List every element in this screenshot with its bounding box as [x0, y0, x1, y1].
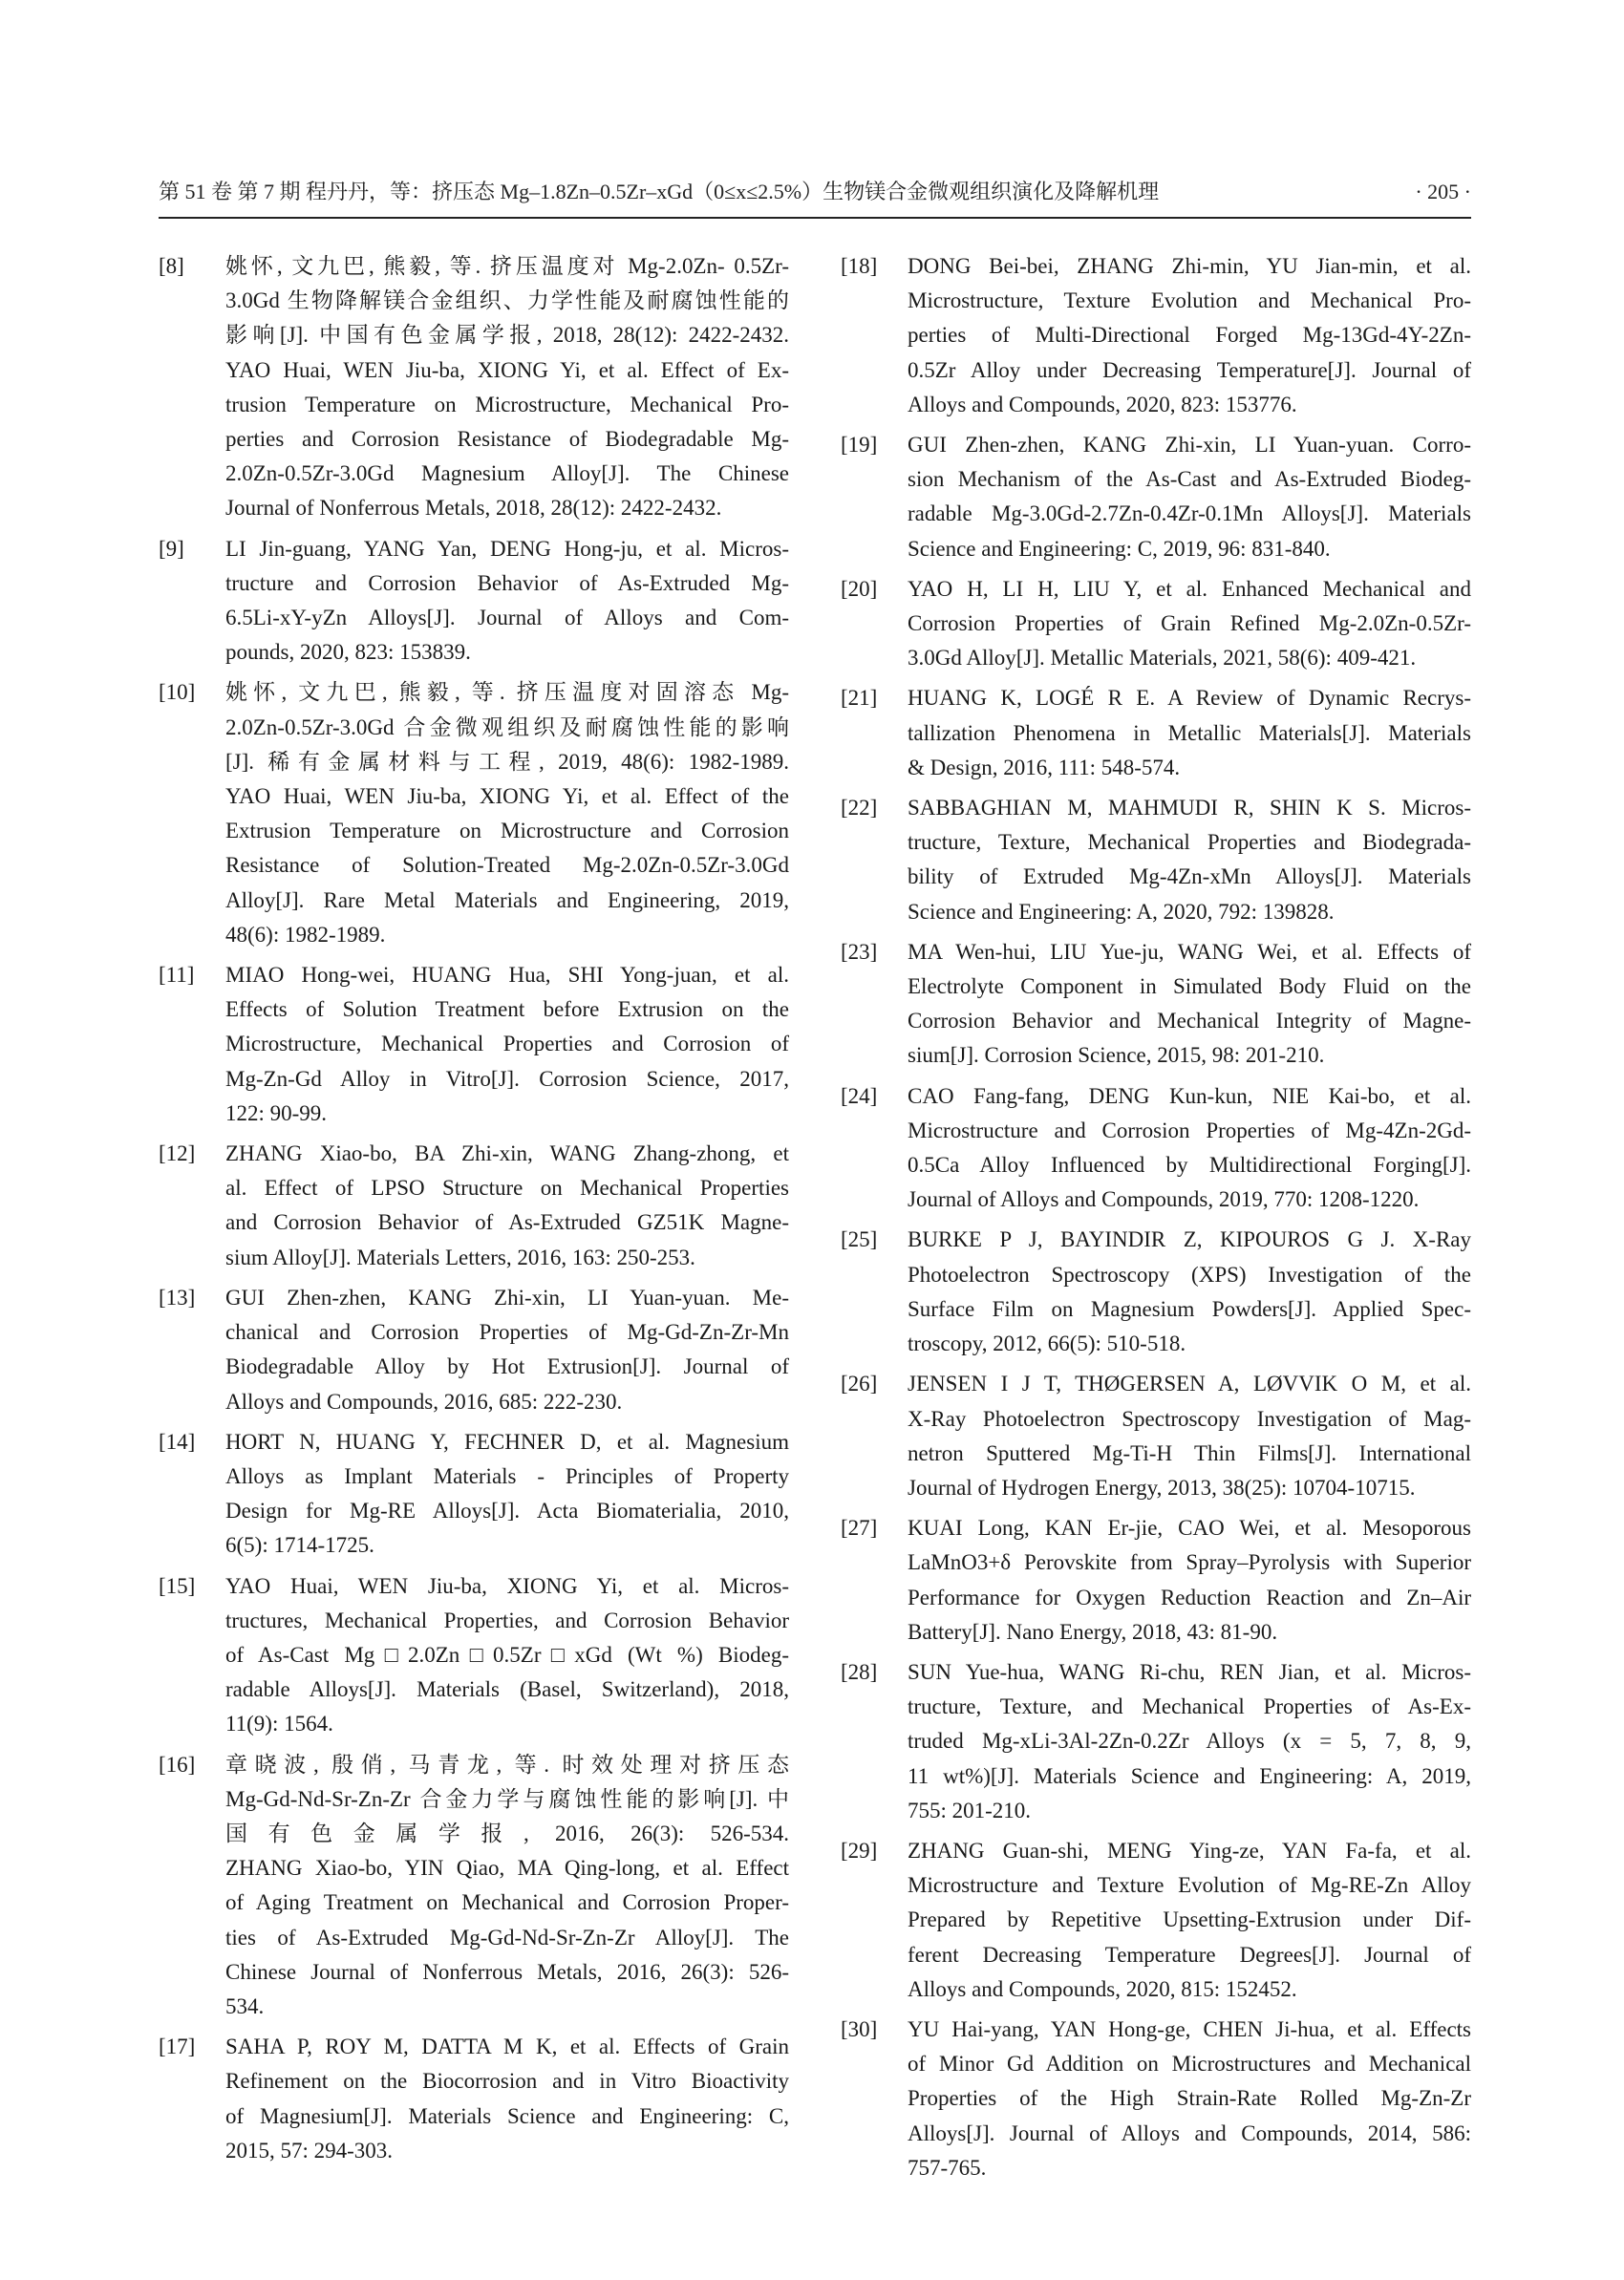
- reference-number: [19]: [841, 433, 878, 458]
- reference-text-line: tructure, Texture, and Mechanical Properties of As-Ex-: [908, 1694, 1471, 1719]
- reference-text-line: al. Effect of LPSO Structure on Mechanical Properties: [225, 1176, 789, 1201]
- reference-text-line: Corrosion Properties of Grain Refined Mg-2.0Zn-0.5Zr-: [908, 611, 1471, 636]
- reference-text-line: 755: 201-210.: [908, 1798, 1032, 1822]
- reference-text-line: BURKE P J, BAYINDIR Z, KIPOUROS G J. X-Ray: [908, 1227, 1471, 1252]
- reference-text-line: LI Jin-guang, YANG Yan, DENG Hong-ju, et al. Micros-: [225, 536, 789, 561]
- reference-text-line: sium[J]. Corrosion Science, 2015, 98: 201-210.: [908, 1043, 1325, 1068]
- reference-number: [27]: [841, 1516, 878, 1541]
- reference-text-line: Alloys and Compounds, 2020, 823: 153776.: [908, 392, 1297, 416]
- reference-text-line: HORT N, HUANG Y, FECHNER D, et al. Magnesium: [225, 1429, 789, 1454]
- reference-text-line: Alloys as Implant Materials - Principles of Property: [225, 1463, 789, 1488]
- reference-number: [28]: [841, 1659, 878, 1684]
- reference-text-line: 2.0Zn-0.5Zr-3.0Gd Magnesium Alloy[J]. The Chinese: [225, 461, 789, 486]
- reference-item: [841, 681, 1471, 785]
- reference-text-line: 0.5Zr Alloy under Decreasing Temperature[J]. Journal of: [908, 357, 1471, 382]
- reference-item: [159, 249, 789, 526]
- reference-text-line: Battery[J]. Nano Energy, 2018, 43: 81-90.: [908, 1619, 1278, 1644]
- reference-text-line: JENSEN I J T, THØGERSEN A, LØVVIK O M, et al.: [908, 1372, 1471, 1396]
- reference-text-line: Microstructure, Texture Evolution and Mechanical Pro-: [908, 288, 1471, 313]
- reference-text-line: tructures, Mechanical Properties, and Corrosion Behavior: [225, 1608, 789, 1632]
- reference-text-line: YAO Huai, WEN Jiu-ba, XIONG Yi, et al. Micros-: [225, 1573, 789, 1598]
- reference-text-line: 影响[J]. 中国有色金属学报, 2018, 28(12): 2422-2432.: [225, 323, 789, 348]
- reference-text-line: 534.: [225, 1993, 265, 2018]
- reference-text-line: sium Alloy[J]. Materials Letters, 2016, 163: 250-253.: [225, 1245, 695, 1269]
- reference-text-line: LaMnO3+δ Perovskite from Spray–Pyrolysis with Superior: [908, 1550, 1471, 1575]
- reference-text-line: 6.5Li-xY-yZn Alloys[J]. Journal of Alloys and Com-: [225, 606, 789, 630]
- references-right-column: [841, 249, 1471, 2191]
- reference-item: [841, 1655, 1471, 1828]
- reference-text-line: ZHANG Xiao-bo, YIN Qiao, MA Qing-long, et al. Effect: [225, 1856, 789, 1881]
- reference-item: [159, 1281, 789, 1419]
- reference-text-line: HUANG K, LOGÉ R E. A Review of Dynamic Recrys-: [908, 686, 1471, 711]
- reference-text-line: 2.0Zn-0.5Zr-3.0Gd 合金微观组织及耐腐蚀性能的影响: [225, 714, 789, 739]
- reference-text-line: Alloys and Compounds, 2016, 685: 222-230.: [225, 1389, 623, 1414]
- reference-text-line: tructure and Corrosion Behavior of As-Extruded Mg-: [225, 570, 789, 595]
- reference-text-line: radable Mg-3.0Gd-2.7Zn-0.4Zr-0.1Mn Alloys[J]. Materials: [908, 501, 1471, 526]
- reference-item: [841, 1079, 1471, 1218]
- reference-text-line: 6(5): 1714-1725.: [225, 1533, 374, 1558]
- reference-item: [841, 935, 1471, 1074]
- references-left-column: [159, 249, 789, 2174]
- reference-text-line: GUI Zhen-zhen, KANG Zhi-xin, LI Yuan-yuan. Me-: [225, 1285, 789, 1310]
- reference-text-line: Journal of Nonferrous Metals, 2018, 28(12): 2422-2432.: [225, 496, 722, 521]
- reference-item: [841, 428, 1471, 566]
- reference-text-line: MIAO Hong-wei, HUANG Hua, SHI Yong-juan, et al.: [225, 963, 789, 988]
- reference-text-line: [J]. 稀有金属材料与工程, 2019, 48(6): 1982-1989.: [225, 749, 789, 774]
- reference-number: [15]: [159, 1573, 196, 1598]
- reference-item: [159, 1748, 789, 2025]
- reference-number: [8]: [159, 254, 184, 278]
- reference-text-line: sion Mechanism of the As-Cast and As-Extruded Biodeg-: [908, 467, 1471, 492]
- reference-text-line: KUAI Long, KAN Er-jie, CAO Wei, et al. Mesoporous: [908, 1516, 1471, 1541]
- reference-text-line: of Aging Treatment on Mechanical and Corrosion Proper-: [225, 1890, 789, 1915]
- reference-text-line: Biodegradable Alloy by Hot Extrusion[J]. Journal of: [225, 1354, 789, 1379]
- reference-number: [21]: [841, 686, 878, 711]
- reference-number: [12]: [159, 1141, 196, 1166]
- reference-text-line: 国有色金属学报, 2016, 26(3): 526-534.: [225, 1821, 789, 1845]
- reference-item: [159, 1569, 789, 1742]
- reference-text-line: CAO Fang-fang, DENG Kun-kun, NIE Kai-bo, et al.: [908, 1083, 1471, 1108]
- reference-text-line: 2015, 57: 294-303.: [225, 2138, 394, 2163]
- reference-text-line: of As-Cast Mg□2.0Zn□0.5Zr□xGd (Wt %) Biodeg-: [225, 1642, 789, 1667]
- reference-text-line: YU Hai-yang, YAN Hong-ge, CHEN Ji-hua, et al. Effects: [908, 2016, 1471, 2041]
- reference-text-line: Extrusion Temperature on Microstructure and Corrosion: [225, 819, 789, 843]
- reference-text-line: 0.5Ca Alloy Influenced by Multidirectional Forging[J].: [908, 1153, 1471, 1178]
- reference-number: [20]: [841, 576, 878, 601]
- reference-number: [23]: [841, 939, 878, 964]
- reference-text-line: Mg-Gd-Nd-Sr-Zn-Zr 合金力学与腐蚀性能的影响[J]. 中: [225, 1786, 789, 1811]
- reference-text-line: 11(9): 1564.: [225, 1712, 333, 1737]
- reference-text-line: tructure, Texture, Mechanical Properties and Biodegrada-: [908, 830, 1471, 855]
- reference-text-line: Corrosion Behavior and Mechanical Integrity of Magne-: [908, 1009, 1471, 1033]
- reference-text-line: Alloys and Compounds, 2020, 815: 152452.: [908, 1976, 1297, 2001]
- reference-text-line: Microstructure and Corrosion Properties of Mg-4Zn-2Gd-: [908, 1118, 1471, 1142]
- reference-text-line: YAO Huai, WEN Jiu-ba, XIONG Yi, et al. Effect of the: [225, 784, 789, 809]
- reference-text-line: SABBAGHIAN M, MAHMUDI R, SHIN K S. Micros-: [908, 796, 1471, 820]
- reference-item: [159, 532, 789, 671]
- reference-text-line: 姚怀, 文九巴, 熊毅, 等. 挤压温度对固溶态 Mg-: [225, 680, 789, 705]
- reference-text-line: Microstructure, Mechanical Properties and Corrosion of: [225, 1032, 789, 1056]
- reference-text-line: Effects of Solution Treatment before Extrusion on the: [225, 997, 789, 1022]
- reference-text-line: and Corrosion Behavior of As-Extruded GZ51K Magne-: [225, 1210, 789, 1235]
- reference-text-line: Alloy[J]. Rare Metal Materials and Engineering, 2019,: [225, 887, 789, 912]
- running-header: [159, 178, 1471, 219]
- reference-text-line: Refinement on the Biocorrosion and in Vitro Bioactivity: [225, 2069, 789, 2094]
- reference-text-line: Photoelectron Spectroscopy (XPS) Investigation of the: [908, 1262, 1471, 1287]
- reference-item: [159, 958, 789, 1131]
- reference-text-line: DONG Bei-bei, ZHANG Zhi-min, YU Jian-min, et al.: [908, 254, 1471, 278]
- reference-item: [841, 1834, 1471, 2007]
- reference-text-line: MA Wen-hui, LIU Yue-ju, WANG Wei, et al. Effects of: [908, 939, 1471, 964]
- reference-text-line: Science and Engineering: C, 2019, 96: 831-840.: [908, 536, 1331, 561]
- reference-number: [10]: [159, 680, 196, 705]
- reference-item: [159, 1425, 789, 1564]
- reference-text-line: Journal of Alloys and Compounds, 2019, 770: 1208-1220.: [908, 1187, 1420, 1212]
- reference-text-line: ties of As-Extruded Mg-Gd-Nd-Sr-Zn-Zr Alloy[J]. The: [225, 1925, 789, 1950]
- reference-text-line: netron Sputtered Mg-Ti-H Thin Films[J]. International: [908, 1440, 1471, 1465]
- reference-number: [9]: [159, 536, 184, 561]
- reference-item: [841, 572, 1471, 676]
- reference-text-line: Microstructure and Texture Evolution of Mg-RE-Zn Alloy: [908, 1873, 1471, 1898]
- reference-number: [13]: [159, 1285, 196, 1310]
- reference-text-line: X-Ray Photoelectron Spectroscopy Investigation of Mag-: [908, 1406, 1471, 1431]
- reference-text-line: truded Mg-xLi-3Al-2Zn-0.2Zr Alloys (x = 5, 7, 8, 9,: [908, 1729, 1471, 1754]
- reference-text-line: Design for Mg-RE Alloys[J]. Acta Biomaterialia, 2010,: [225, 1499, 789, 1524]
- reference-item: [159, 675, 789, 952]
- reference-number: [30]: [841, 2016, 878, 2041]
- reference-text-line: Performance for Oxygen Reduction Reaction and Zn–Air: [908, 1585, 1471, 1609]
- reference-item: [841, 1367, 1471, 1505]
- reference-number: [17]: [159, 2035, 196, 2059]
- reference-text-line: Alloys[J]. Journal of Alloys and Compounds, 2014, 586:: [908, 2120, 1471, 2145]
- reference-text-line: ZHANG Xiao-bo, BA Zhi-xin, WANG Zhang-zhong, et: [225, 1141, 789, 1166]
- reference-item: [841, 249, 1471, 422]
- reference-text-line: SUN Yue-hua, WANG Ri-chu, REN Jian, et al. Micros-: [908, 1659, 1471, 1684]
- reference-text-line: tallization Phenomena in Metallic Materials[J]. Materials: [908, 720, 1471, 745]
- reference-text-line: chanical and Corrosion Properties of Mg-Gd-Zn-Zr-Mn: [225, 1320, 789, 1345]
- reference-text-line: Resistance of Solution-Treated Mg-2.0Zn-0.5Zr-3.0Gd: [225, 853, 789, 878]
- reference-text-line: ferent Decreasing Temperature Degrees[J]. Journal of: [908, 1942, 1471, 1967]
- reference-text-line: ZHANG Guan-shi, MENG Ying-ze, YAN Fa-fa, et al.: [908, 1838, 1471, 1863]
- reference-text-line: Journal of Hydrogen Energy, 2013, 38(25): 10704-10715.: [908, 1475, 1416, 1500]
- reference-text-line: perties of Multi-Directional Forged Mg-13Gd-4Y-2Zn-: [908, 323, 1471, 348]
- reference-text-line: perties and Corrosion Resistance of Biodegradable Mg-: [225, 427, 789, 452]
- reference-text-line: bility of Extruded Mg-4Zn-xMn Alloys[J]. Materials: [908, 864, 1471, 889]
- reference-number: [18]: [841, 254, 878, 278]
- reference-text-line: & Design, 2016, 111: 548-574.: [908, 755, 1181, 779]
- reference-text-line: YAO H, LI H, LIU Y, et al. Enhanced Mechanical and: [908, 576, 1471, 601]
- reference-text-line: Electrolyte Component in Simulated Body Fluid on the: [908, 974, 1471, 999]
- reference-text-line: Properties of the High Strain-Rate Rolled Mg-Zn-Zr: [908, 2086, 1471, 2111]
- reference-number: [29]: [841, 1838, 878, 1863]
- reference-text-line: YAO Huai, WEN Jiu-ba, XIONG Yi, et al. Effect of Ex-: [225, 357, 789, 382]
- reference-text-line: 3.0Gd Alloy[J]. Metallic Materials, 2021, 58(6): 409-421.: [908, 646, 1417, 671]
- reference-text-line: GUI Zhen-zhen, KANG Zhi-xin, LI Yuan-yuan. Corro-: [908, 433, 1471, 458]
- header-journal-title: 第 51 卷 第 7 期 程丹丹，等：挤压态 Mg–1.8Zn–0.5Zr–xGd（0≤x≤2.5%）生物镁合金微观组织演化及降解机理: [159, 180, 1160, 203]
- reference-item: [841, 1511, 1471, 1650]
- reference-item: [841, 791, 1471, 929]
- page-number: · 205 ·: [1415, 180, 1471, 203]
- reference-text-line: pounds, 2020, 823: 153839.: [225, 640, 471, 665]
- reference-item: [841, 2013, 1471, 2185]
- reference-text-line: 3.0Gd 生物降解镁合金组织、力学性能及耐腐蚀性能的: [225, 288, 789, 313]
- reference-text-line: trusion Temperature on Microstructure, Mechanical Pro-: [225, 392, 789, 416]
- reference-item: [159, 1137, 789, 1275]
- reference-text-line: 11 wt%)[J]. Materials Science and Engineering: A, 2019,: [908, 1763, 1471, 1788]
- reference-text-line: troscopy, 2012, 66(5): 510-518.: [908, 1332, 1186, 1356]
- reference-text-line: radable Alloys[J]. Materials (Basel, Switzerland), 2018,: [225, 1677, 789, 1702]
- reference-text-line: Prepared by Repetitive Upsetting-Extrusion under Dif-: [908, 1907, 1471, 1932]
- reference-text-line: 章晓波, 殷俏, 马青龙, 等. 时效处理对挤压态: [225, 1752, 789, 1777]
- reference-text-line: 122: 90-99.: [225, 1100, 328, 1125]
- reference-text-line: of Magnesium[J]. Materials Science and Engineering: C,: [225, 2103, 789, 2128]
- reference-text-line: Mg-Zn-Gd Alloy in Vitro[J]. Corrosion Science, 2017,: [225, 1066, 789, 1091]
- reference-number: [14]: [159, 1429, 196, 1454]
- reference-number: [11]: [159, 963, 195, 988]
- reference-text-line: Science and Engineering: A, 2020, 792: 139828.: [908, 899, 1335, 924]
- reference-text-line: 757-765.: [908, 2155, 987, 2180]
- reference-text-line: Surface Film on Magnesium Powders[J]. Applied Spec-: [908, 1296, 1471, 1321]
- reference-text-line: SAHA P, ROY M, DATTA M K, et al. Effects of Grain: [225, 2035, 789, 2059]
- reference-number: [26]: [841, 1372, 878, 1396]
- reference-number: [16]: [159, 1752, 196, 1777]
- reference-number: [22]: [841, 796, 878, 820]
- reference-text-line: Chinese Journal of Nonferrous Metals, 2016, 26(3): 526-: [225, 1959, 789, 1984]
- reference-number: [25]: [841, 1227, 878, 1252]
- reference-item: [159, 2030, 789, 2168]
- reference-text-line: 48(6): 1982-1989.: [225, 922, 386, 947]
- reference-item: [841, 1223, 1471, 1361]
- reference-text-line: 姚怀, 文九巴, 熊毅, 等. 挤压温度对 Mg-2.0Zn- 0.5Zr-: [225, 254, 789, 278]
- reference-text-line: of Minor Gd Addition on Microstructures and Mechanical: [908, 2052, 1471, 2077]
- reference-number: [24]: [841, 1083, 878, 1108]
